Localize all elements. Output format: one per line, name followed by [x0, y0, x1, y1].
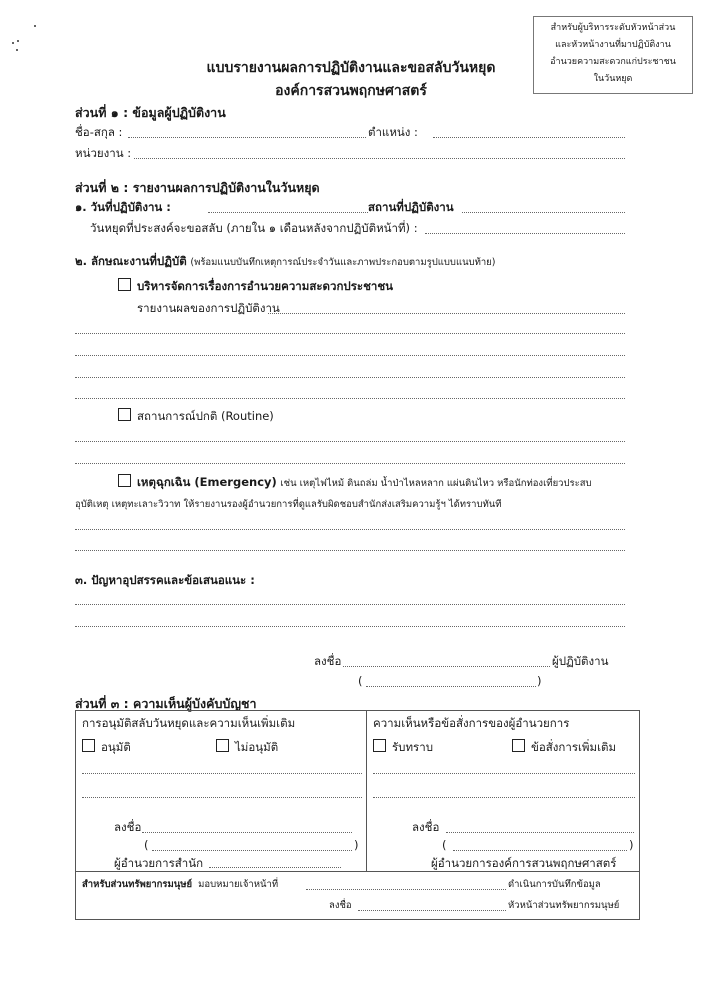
option-acknowledge[interactable] — [373, 739, 433, 757]
director-paren-open: ( — [442, 838, 447, 852]
section1-heading: ส่วนที่ ๑ : ข้อมูลผู้ปฏิบัติงาน — [75, 105, 226, 120]
position-label: ตำแหน่ง : — [368, 125, 418, 139]
option-emergency-label: เหตุฉุกเฉิน (Emergency) — [137, 475, 277, 489]
worker-paren-close: ) — [537, 674, 542, 688]
work-date-field[interactable] — [208, 212, 368, 213]
option-routine[interactable] — [118, 408, 274, 426]
hr-heading: สำหรับส่วนทรัพยากรมนุษย์ — [82, 879, 193, 890]
unit-label: หน่วยงาน : — [75, 146, 132, 160]
supervisor-opinion-table — [75, 710, 640, 920]
approver-sign-field[interactable] — [142, 832, 352, 833]
worker-sign-label: ลงชื่อ — [314, 654, 342, 668]
emergency-line[interactable] — [75, 550, 625, 551]
document-title: แบบรายงานผลการปฏิบัติงานและขอสลับวันหยุด — [206, 60, 496, 76]
work-type-note: (พร้อมแนบบันทึกเหตุการณ์ประจำวันและภาพประกอบตามรูปแบบแนบท้าย) — [190, 257, 496, 268]
checkbox-emergency[interactable] — [118, 474, 131, 487]
worker-role-label: ผู้ปฏิบัติงาน — [552, 654, 609, 668]
option-reject[interactable] — [216, 739, 278, 757]
approval-title: การอนุมัติสลับวันหยุดและความเห็นเพิ่มเติม — [82, 716, 296, 730]
approver-paren-open: ( — [144, 838, 149, 852]
corner-note-line: สำหรับผู้บริหารระดับหัวหน้าส่วน — [550, 23, 676, 33]
checkbox-reject[interactable] — [216, 739, 229, 752]
problems-line[interactable] — [75, 604, 625, 605]
option-service-label: บริหารจัดการเรื่องการอำนวยความสะดวกประชาชน — [137, 279, 393, 293]
approval-comment-line[interactable] — [82, 797, 362, 798]
service-report-line[interactable] — [75, 333, 625, 334]
corner-note-line: อำนวยความสะดวกแก่ประชาชน — [550, 57, 676, 67]
checkbox-routine[interactable] — [118, 408, 131, 421]
hr-sign-label: ลงชื่อ — [329, 900, 352, 911]
work-type-label: ๒. ลักษณะงานที่ปฏิบัติ — [75, 254, 187, 268]
emergency-line[interactable] — [75, 529, 625, 530]
service-report-label: รายงานผลของการปฏิบัติงาน — [137, 301, 280, 315]
emergency-description: เช่น เหตุไฟไหม้ ดินถล่ม น้ำป่าไหลหลาก แผ่นดินไหว หรือนักท่องเที่ยวประสบ — [280, 478, 592, 489]
work-place-field[interactable] — [462, 212, 625, 213]
approver-name-field[interactable] — [152, 850, 352, 851]
section3-heading: ส่วนที่ ๓ : ความเห็นผู้บังคับบัญชา — [75, 696, 257, 711]
option-emergency[interactable] — [118, 474, 592, 492]
option-reject-label: ไม่อนุมัติ — [235, 740, 279, 754]
service-report-field[interactable] — [268, 313, 625, 314]
approver-sign-label: ลงชื่อ — [114, 820, 142, 834]
routine-line[interactable] — [75, 441, 625, 442]
routine-line[interactable] — [75, 463, 625, 464]
name-label: ชื่อ-สกุล : — [75, 125, 123, 139]
document-subtitle: องค์การสวนพฤกษศาสตร์ — [275, 83, 427, 99]
hr-sign-field[interactable] — [358, 910, 506, 911]
checkbox-additional-order[interactable] — [512, 739, 525, 752]
unit-field[interactable] — [134, 158, 625, 159]
director-paren-close: ) — [629, 838, 634, 852]
hr-role-label: หัวหน้าส่วนทรัพยากรมนุษย์ — [508, 900, 620, 911]
service-report-line[interactable] — [75, 398, 625, 399]
corner-note-line: ในวันหยุด — [593, 74, 633, 84]
name-field[interactable] — [128, 137, 366, 138]
work-type-heading — [75, 253, 495, 271]
option-acknowledge-label: รับทราบ — [392, 740, 433, 754]
option-service[interactable] — [118, 278, 393, 296]
checkbox-acknowledge[interactable] — [373, 739, 386, 752]
hr-assign-label: มอบหมายเจ้าหน้าที่ — [198, 879, 279, 890]
approval-comment-line[interactable] — [82, 773, 362, 774]
option-routine-label: สถานการณ์ปกติ (Routine) — [137, 409, 274, 423]
position-field[interactable] — [433, 137, 625, 138]
director-name-field[interactable] — [453, 850, 627, 851]
hr-record-label: ดำเนินการบันทึกข้อมูล — [508, 879, 601, 890]
emergency-description-cont: อุบัติเหตุ เหตุทะเลาะวิวาท ให้รายงานรองผู้อำนวยการที่ดูแลรับผิดชอบสำนักส่งเสริมความรู้ฯ ได้ทราบทันที — [75, 499, 502, 510]
service-report-line[interactable] — [75, 377, 625, 378]
corner-note-line: และหัวหน้างานที่มาปฏิบัติงาน — [555, 40, 671, 50]
option-additional-order[interactable] — [512, 739, 616, 757]
director-sign-field[interactable] — [446, 832, 634, 833]
director-sign-label: ลงชื่อ — [412, 820, 440, 834]
approver-office-field[interactable] — [209, 867, 341, 868]
checkbox-approve[interactable] — [82, 739, 95, 752]
hr-assign-row — [82, 877, 278, 892]
swap-date-field[interactable] — [425, 233, 625, 234]
hr-assign-field[interactable] — [306, 889, 506, 890]
problems-line[interactable] — [75, 626, 625, 627]
director-role-label: ผู้อำนวยการองค์การสวนพฤกษศาสตร์ — [431, 856, 617, 870]
worker-paren-open: ( — [358, 674, 363, 688]
director-comment-line[interactable] — [373, 797, 635, 798]
worker-name-field[interactable] — [366, 686, 536, 687]
work-date-label: ๑. วันที่ปฏิบัติงาน : — [75, 200, 171, 214]
director-comment-line[interactable] — [373, 773, 635, 774]
worker-sign-field[interactable] — [343, 666, 550, 667]
swap-date-label: วันหยุดที่ประสงค์จะขอสลับ (ภายใน ๑ เดือนหลังจากปฏิบัติหน้าที่) : — [90, 221, 418, 235]
director-opinion-title: ความเห็นหรือข้อสั่งการของผู้อำนวยการ — [373, 716, 570, 730]
service-report-line[interactable] — [75, 355, 625, 356]
column-divider — [366, 711, 367, 871]
approver-paren-close: ) — [354, 838, 359, 852]
problems-label: ๓. ปัญหาอุปสรรคและข้อเสนอแนะ : — [75, 573, 255, 587]
checkbox-service[interactable] — [118, 278, 131, 291]
option-approve-label: อนุมัติ — [101, 740, 131, 754]
option-additional-order-label: ข้อสั่งการเพิ่มเติม — [531, 740, 617, 754]
approver-role-label: ผู้อำนวยการสำนัก — [114, 856, 204, 870]
work-place-label: สถานที่ปฏิบัติงาน — [368, 200, 454, 214]
section2-heading: ส่วนที่ ๒ : รายงานผลการปฏิบัติงานในวันหยุด — [75, 180, 320, 195]
option-approve[interactable] — [82, 739, 131, 757]
